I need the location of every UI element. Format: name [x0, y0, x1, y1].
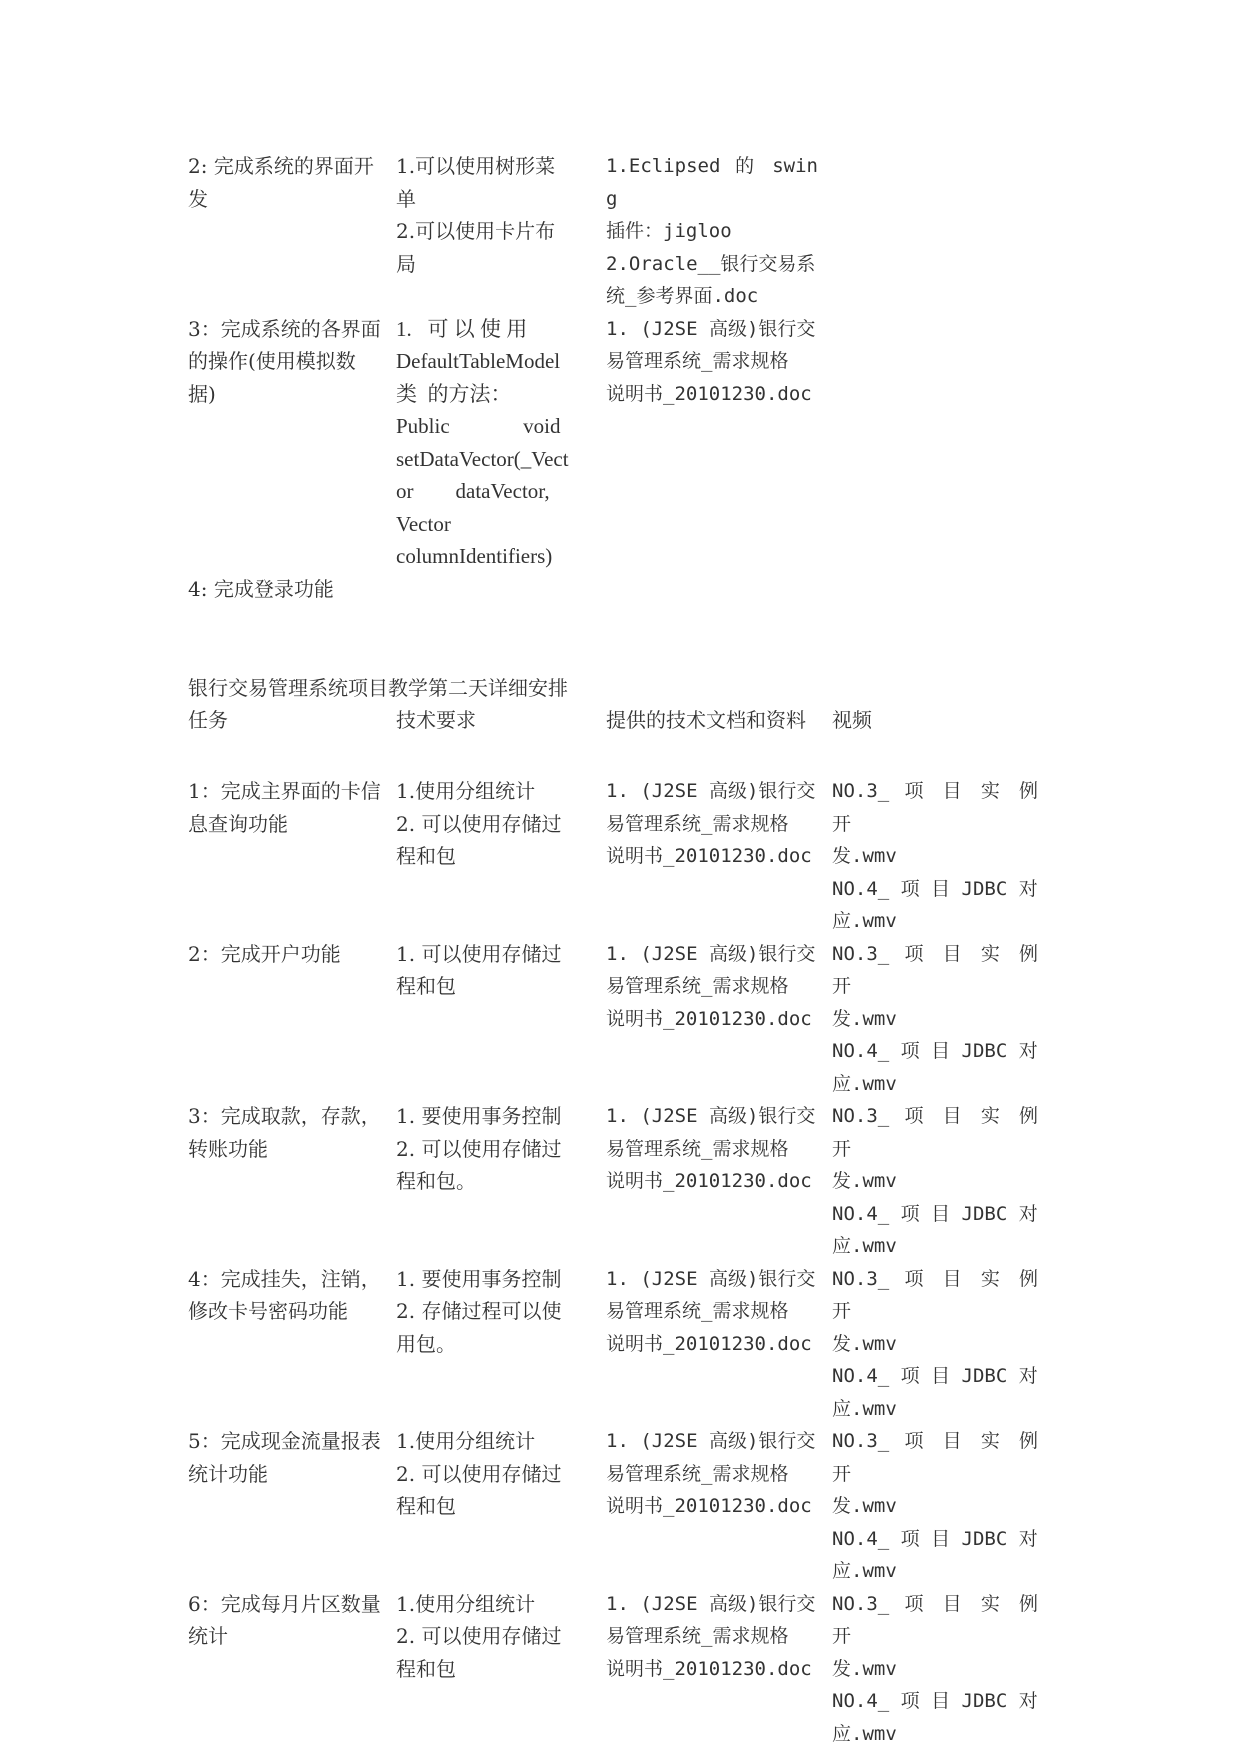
- docs-cell-line: 1. (J2SE 高级)银行交: [606, 1105, 816, 1127]
- task-cell-line: 统计功能: [188, 1461, 268, 1486]
- video-cell: [824, 938, 1050, 1101]
- task-cell-line: 的操作(使用模拟数: [188, 349, 356, 373]
- video-cell-line: NO.4_ 项 目 JDBC 对: [832, 1690, 1038, 1712]
- tech-cell-line: Vector: [396, 511, 451, 536]
- tech-cell: [388, 938, 598, 1101]
- video-cell-line: 发.wmv: [832, 1332, 897, 1355]
- header-tech: 技术要求: [396, 708, 476, 732]
- header-video: 视频: [832, 708, 872, 732]
- table-row: [180, 1100, 1044, 1263]
- table-row: [180, 1588, 1044, 1751]
- video-cell: [824, 1100, 1050, 1263]
- video-cell-line: NO.3_ 项 目 实 例 开: [832, 1105, 1050, 1160]
- docs-cell-line: 1. (J2SE 高级)银行交: [606, 317, 816, 340]
- table-row: [180, 313, 824, 573]
- docs-cell-line: 1. (J2SE 高级)银行交: [606, 1592, 816, 1615]
- table-row: [180, 938, 1044, 1101]
- video-cell-line: 应.wmv: [832, 910, 897, 932]
- docs-cell: [598, 313, 824, 573]
- tech-cell-line: DefaultTableModel: [396, 349, 561, 373]
- table-row: [180, 775, 1044, 938]
- table-row: [180, 1263, 1044, 1426]
- tech-cell-line: 1.使用分组统计: [396, 1591, 536, 1616]
- video-cell-line: 发.wmv: [832, 1007, 897, 1030]
- task-cell-line: 发: [188, 186, 208, 211]
- tech-cell-line: columnIdentifiers): [396, 544, 553, 568]
- docs-cell-line: 1. (J2SE 高级)银行交: [606, 942, 816, 965]
- video-cell-line: 应.wmv: [832, 1397, 897, 1420]
- tech-cell-line: 2. 可以使用存储过: [396, 1136, 562, 1161]
- docs-cell-line: 1. (J2SE 高级)银行交: [606, 1267, 816, 1290]
- tech-cell-line: 1.使用分组统计: [396, 1429, 536, 1453]
- video-cell-line: NO.4_ 项 目 JDBC 对: [832, 1365, 1038, 1387]
- tech-cell-line: 1. 要使用事务控制: [396, 1104, 562, 1128]
- docs-cell-line: 说明书_20101230.doc: [606, 845, 812, 867]
- tech-cell-line: 1. 可 以 使 用: [396, 316, 528, 341]
- table-row: [180, 150, 824, 313]
- docs-cell: [598, 573, 824, 606]
- docs-cell-line: 1. (J2SE 高级)银行交: [606, 780, 816, 802]
- docs-cell-line: 说明书_20101230.doc: [606, 1007, 812, 1030]
- video-cell-line: NO.3_ 项 目 实 例 开: [832, 1430, 1050, 1485]
- video-cell-line: NO.4_ 项 目 JDBC 对: [832, 1202, 1038, 1225]
- task-cell: [180, 313, 388, 573]
- task-cell-line: 转账功能: [188, 1136, 268, 1161]
- docs-cell-line: 插件：jigloo: [606, 220, 732, 242]
- video-cell-line: 应.wmv: [832, 1072, 897, 1095]
- tech-cell-line: 程和包: [396, 1494, 456, 1518]
- video-cell-line: NO.4_ 项 目 JDBC 对: [832, 877, 1038, 900]
- table1-body: [180, 150, 824, 605]
- video-cell: [824, 1425, 1050, 1588]
- table-row: [180, 573, 824, 606]
- table2-body: [180, 775, 1050, 1750]
- video-cell: [824, 775, 1050, 938]
- schedule-table-day1: [180, 150, 824, 605]
- docs-cell: [598, 1588, 824, 1751]
- docs-cell-line: 易管理系统_需求规格: [606, 1462, 789, 1485]
- header-docs: 提供的技术文档和资料: [606, 708, 806, 732]
- video-cell-line: 发.wmv: [832, 845, 897, 867]
- tech-cell: [388, 1100, 598, 1263]
- video-cell-line: 发.wmv: [832, 1170, 897, 1192]
- tech-cell-line: 1.使用分组统计: [396, 779, 536, 803]
- tech-cell: [388, 1425, 598, 1588]
- docs-cell-line: 说明书_20101230.doc: [606, 1170, 812, 1192]
- video-cell: [824, 1588, 1050, 1751]
- docs-cell-line: 1.Eclipsed 的 swing: [606, 155, 818, 210]
- docs-cell: [598, 938, 824, 1101]
- section-title: 银行交易管理系统项目教学第二天详细安排: [188, 676, 568, 700]
- tech-cell-line: 2. 可以使用存储过: [396, 811, 562, 836]
- task-cell: [180, 1100, 388, 1263]
- tech-cell: [388, 150, 598, 313]
- task-cell: [180, 1263, 388, 1426]
- tech-cell-line: 2.可以使用卡片布: [396, 219, 556, 243]
- task-cell-line: 4：完成挂失，注销，: [188, 1266, 381, 1291]
- docs-cell: [598, 1425, 824, 1588]
- tech-cell-line: 1. 可以使用存储过: [396, 941, 562, 966]
- task-cell-line: 1：完成主界面的卡信: [188, 779, 381, 803]
- tech-cell-line: 类 的方法：: [396, 381, 512, 406]
- task-cell: [180, 1588, 388, 1751]
- docs-cell-line: 说明书_20101230.doc: [606, 1495, 812, 1517]
- video-cell-line: NO.3_ 项 目 实 例 开: [832, 942, 1050, 997]
- header-task: 任务: [188, 708, 228, 732]
- video-cell-line: NO.4_ 项 目 JDBC 对: [832, 1527, 1038, 1550]
- tech-cell-line: 程和包: [396, 974, 456, 998]
- tech-cell: [388, 775, 598, 938]
- docs-cell: [598, 775, 824, 938]
- docs-cell-line: 易管理系统_需求规格: [606, 1300, 789, 1322]
- docs-cell-line: 2.Oracle__银行交易系: [606, 252, 816, 275]
- docs-cell-line: 说明书_20101230.doc: [606, 1332, 812, 1355]
- docs-cell-line: 易管理系统_需求规格: [606, 350, 789, 372]
- task-cell: [180, 1425, 388, 1588]
- docs-cell-line: 易管理系统_需求规格: [606, 1137, 789, 1160]
- video-cell: [824, 1263, 1050, 1426]
- docs-cell-line: 1. (J2SE 高级)银行交: [606, 1430, 816, 1452]
- tech-cell-line: Public void: [396, 414, 561, 438]
- tech-cell-line: 程和包。: [396, 1169, 476, 1193]
- task-cell-line: 6：完成每月片区数量: [188, 1591, 381, 1616]
- task-cell-line: 2：完成开户功能: [188, 941, 341, 966]
- video-cell-line: NO.3_ 项 目 实 例 开: [832, 1267, 1050, 1322]
- schedule-table-header: [180, 704, 1044, 737]
- task-cell-line: 3：完成系统的各界面: [188, 316, 381, 341]
- task-cell-line: 据): [188, 381, 216, 406]
- tech-cell: [388, 573, 598, 606]
- task-cell-line: 统计: [188, 1624, 228, 1648]
- task-cell: [180, 573, 388, 606]
- tech-cell-line: 用包。: [396, 1331, 456, 1356]
- tech-cell-line: 2. 可以使用存储过: [396, 1624, 562, 1648]
- tech-cell-line: 程和包: [396, 844, 456, 868]
- docs-cell: [598, 1100, 824, 1263]
- task-cell-line: 3：完成取款，存款，: [188, 1104, 381, 1128]
- video-cell-line: 应.wmv: [832, 1235, 897, 1257]
- docs-cell: [598, 1263, 824, 1426]
- docs-cell-line: 易管理系统_需求规格: [606, 975, 789, 997]
- tech-cell: [388, 1263, 598, 1426]
- tech-cell-line: 局: [396, 251, 416, 276]
- tech-cell: [388, 1588, 598, 1751]
- docs-cell-line: 说明书_20101230.doc: [606, 1657, 812, 1680]
- video-cell-line: 发.wmv: [832, 1495, 897, 1517]
- tech-cell-line: 1.可以使用树形菜: [396, 154, 556, 178]
- docs-cell-line: 易管理系统_需求规格: [606, 812, 789, 835]
- tech-cell-line: 1. 要使用事务控制: [396, 1266, 562, 1291]
- video-cell-line: NO.3_ 项 目 实 例 开: [832, 1592, 1050, 1647]
- task-cell-line: 息查询功能: [188, 811, 288, 836]
- tech-cell-line: 2. 存储过程可以使: [396, 1299, 562, 1323]
- docs-cell: [598, 150, 824, 313]
- docs-cell-line: 统_参考界面.doc: [606, 285, 759, 307]
- task-cell: [180, 150, 388, 313]
- header-row: [180, 704, 1044, 737]
- tech-cell-line: setDataVector(_Vect: [396, 446, 569, 471]
- tech-cell-line: 单: [396, 186, 416, 211]
- task-cell-line: 2: 完成系统的界面开: [188, 154, 374, 178]
- schedule-table-day2: [180, 775, 1050, 1750]
- tech-cell-line: or dataVector,: [396, 479, 550, 503]
- tech-cell: [388, 313, 598, 573]
- tech-cell-line: 程和包: [396, 1656, 456, 1681]
- task-cell: [180, 938, 388, 1101]
- video-cell-line: NO.3_ 项 目 实 例 开: [832, 780, 1050, 835]
- task-cell-line: 修改卡号密码功能: [188, 1299, 348, 1323]
- video-cell-line: 应.wmv: [832, 1722, 897, 1745]
- docs-cell-line: 易管理系统_需求规格: [606, 1625, 789, 1647]
- docs-cell-line: 说明书_20101230.doc: [606, 382, 812, 405]
- task-cell-line: 4: 完成登录功能: [188, 576, 334, 601]
- table-row: [180, 1425, 1044, 1588]
- video-cell-line: 应.wmv: [832, 1560, 897, 1582]
- task-cell: [180, 775, 388, 938]
- tech-cell-line: 2. 可以使用存储过: [396, 1461, 562, 1486]
- video-cell-line: 发.wmv: [832, 1657, 897, 1680]
- video-cell-line: NO.4_ 项 目 JDBC 对: [832, 1040, 1038, 1062]
- task-cell-line: 5：完成现金流量报表: [188, 1429, 381, 1453]
